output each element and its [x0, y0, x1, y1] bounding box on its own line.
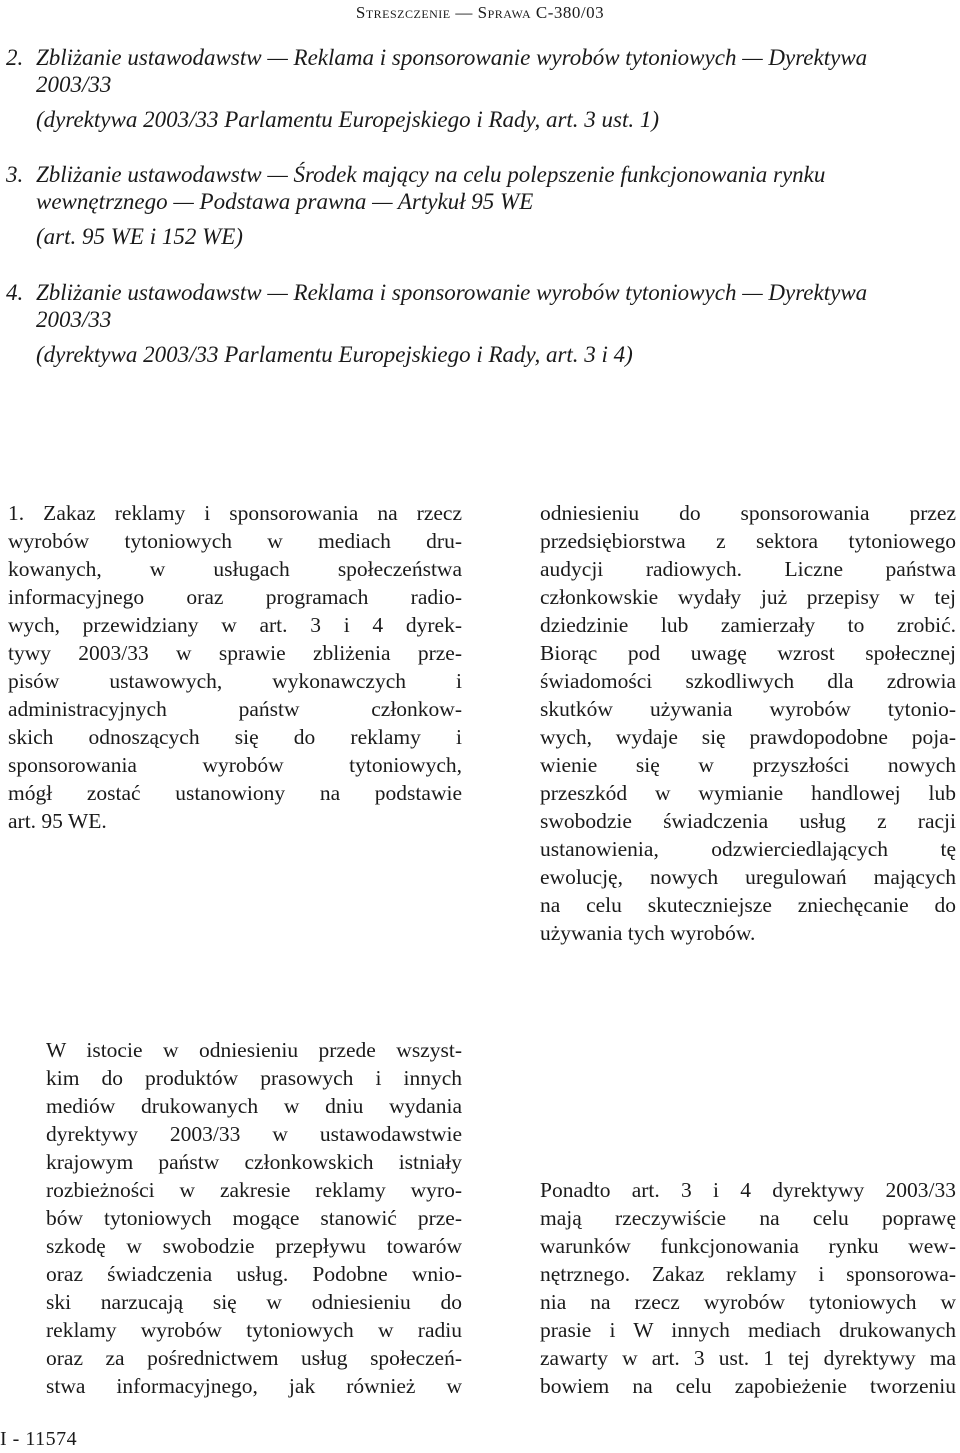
text-line: nia na rzecz wyrobów tytoniowych w: [540, 1290, 956, 1314]
text-line: 1. Zakaz reklamy i sponsorowania na rzecz: [8, 501, 462, 525]
keyword-block-3: [6, 161, 954, 250]
text-line: szkodę w swobodzie przepływu towarów: [46, 1234, 462, 1258]
text-line: skutków używania wyrobów tytonio-: [540, 697, 956, 721]
text-line: audycji radiowych. Liczne państwa: [540, 557, 956, 581]
text-line: pisów ustawowych, wykonawczych i: [8, 669, 462, 693]
text-line: tywy 2003/33 w sprawie zbliżenia prze-: [8, 641, 462, 665]
text-line: ski narzucają się w odniesieniu do: [46, 1290, 462, 1314]
text-line: wych, przewidziany w art. 3 i 4 dyrek-: [8, 613, 462, 637]
text-line: krajowym państw członkowskich istniały: [46, 1150, 462, 1174]
paragraph-1-left-column: [8, 499, 462, 835]
text-line: świadomości szkodliwych dla zdrowia: [540, 669, 956, 693]
text-line: W istocie w odniesieniu przede wszyst-: [46, 1038, 462, 1062]
text-line: Ponadto art. 3 i 4 dyrektywy 2003/33: [540, 1178, 956, 1202]
text-line: na celu skuteczniejsze zniechęcanie do: [540, 893, 956, 917]
text-line: swobodzie świadczenia usług z racji: [540, 809, 956, 833]
text-line: rozbieżności w zakresie reklamy wyro-: [46, 1178, 462, 1202]
text-line: mają rzeczywiście na celu poprawę: [540, 1206, 956, 1230]
keyword-line: Zbliżanie ustawodawstw — Reklama i sponsorowanie wyrobów tytoniowych — Dyrektywa: [36, 45, 868, 70]
text-line: prasie i W innych mediach drukowanych: [540, 1318, 956, 1342]
text-line: używania tych wyrobów.: [540, 921, 756, 945]
text-line: informacyjnego oraz programach radio-: [8, 585, 462, 609]
keyword-line: Zbliżanie ustawodawstw — Reklama i sponsorowanie wyrobów tytoniowych — Dyrektywa: [36, 280, 868, 305]
text-line: Biorąc pod uwagę wzrost społecznej: [540, 641, 956, 665]
text-line: bów tytoniowych mogące stanowić prze-: [46, 1206, 462, 1230]
keyword-line: 2003/33: [36, 72, 112, 97]
text-line: dziedzinie lub zamierzały to zrobić.: [540, 613, 956, 637]
text-line: mógł zostać ustanowiony na podstawie: [8, 781, 462, 805]
text-line: przedsiębiorstwa z sektora tytoniowego: [540, 529, 956, 553]
keyword-number: 2.: [6, 45, 24, 70]
page-reference: I - 11574: [0, 1428, 78, 1450]
text-line: warunków funkcjonowania rynku wew-: [540, 1234, 956, 1258]
text-line: kim do produktów prasowych i innych: [46, 1066, 462, 1090]
keyword-reference: (dyrektywa 2003/33 Parlamentu Europejskiego i Rady, art. 3 i 4): [36, 342, 633, 367]
running-header: Streszczenie — Sprawa C-380/03: [355, 3, 605, 22]
keyword-line: Zbliżanie ustawodawstw — Środek mający na celu polepszenie funkcjonowania rynku: [36, 162, 826, 187]
keyword-block-4: [6, 279, 954, 368]
text-line: stwa informacyjnego, jak również w: [46, 1374, 462, 1398]
text-line: mediów drukowanych w dniu wydania: [46, 1094, 462, 1118]
text-line: sponsorowania wyrobów tytoniowych,: [8, 753, 462, 777]
text-line: reklamy wyrobów tytoniowych w radiu: [46, 1318, 462, 1342]
text-line: kowanych, w usługach społeczeństwa: [8, 557, 462, 581]
paragraph-1-right-column: [540, 499, 956, 947]
keyword-line: 2003/33: [36, 307, 112, 332]
text-line: ustanowienia, odzwierciedlających tę: [540, 837, 956, 861]
text-line: ewolucję, nowych uregulowań mających: [540, 865, 956, 889]
keyword-number: 3.: [6, 162, 24, 187]
text-line: przeszkód w wymianie handlowej lub: [540, 781, 956, 805]
paragraph-2-right-column: [540, 1176, 956, 1400]
keyword-line: wewnętrznego — Podstawa prawna — Artykuł 95 WE: [36, 189, 534, 214]
text-line: administracyjnych państw członkow-: [8, 697, 462, 721]
text-line: bowiem na celu zapobieżenie tworzeniu: [540, 1374, 956, 1398]
text-line: oraz świadczenia usług. Podobne wnio-: [46, 1262, 462, 1286]
paragraph-2-left-column: [46, 1036, 462, 1400]
text-line: dyrektywy 2003/33 w ustawodawstwie: [46, 1122, 462, 1146]
text-line: odniesieniu do sponsorowania przez: [540, 501, 956, 525]
text-line: art. 95 WE.: [8, 809, 107, 833]
keyword-reference: (art. 95 WE i 152 WE): [36, 224, 243, 249]
text-line: wych, wydaje się prawdopodobne poja-: [540, 725, 956, 749]
keyword-reference: (dyrektywa 2003/33 Parlamentu Europejskiego i Rady, art. 3 ust. 1): [36, 107, 660, 132]
text-line: wienie się w przyszłości nowych: [540, 753, 956, 777]
text-line: członkowskie wydały już przepisy w tej: [540, 585, 956, 609]
text-line: wyrobów tytoniowych w mediach dru-: [8, 529, 462, 553]
text-line: skich odnoszących się do reklamy i: [8, 725, 462, 749]
text-line: oraz za pośrednictwem usług społeczeń-: [46, 1346, 462, 1370]
text-line: nętrznego. Zakaz reklamy i sponsorowa-: [540, 1262, 956, 1286]
text-line: zawarty w art. 3 ust. 1 tej dyrektywy ma: [540, 1346, 956, 1370]
keyword-number: 4.: [6, 280, 24, 305]
keyword-block-2: [6, 44, 954, 133]
